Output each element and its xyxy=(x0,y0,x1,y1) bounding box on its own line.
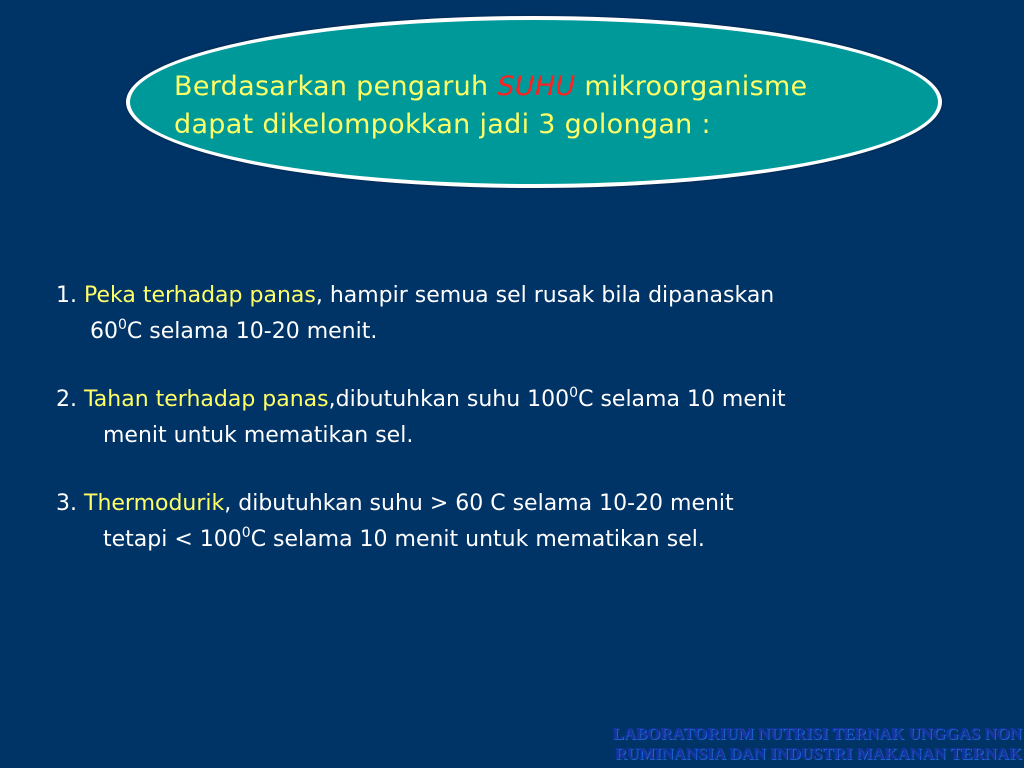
item-description-cont: C selama 10 menit xyxy=(578,387,786,412)
item-number: 3. xyxy=(56,491,77,516)
item-description: , hampir semua sel rusak bila dipanaskan xyxy=(315,283,775,308)
item-term: Peka terhadap panas xyxy=(84,283,316,308)
item-term: Thermodurik xyxy=(84,491,225,516)
item-3-temp: tetapi < 100 xyxy=(103,527,242,552)
degree-superscript: 0 xyxy=(118,317,127,333)
item-3-row-2 xyxy=(56,522,1006,558)
item-description: ,dibutuhkan suhu 100 xyxy=(328,387,570,412)
list-item-2 xyxy=(56,382,1006,454)
heading-line-1 xyxy=(174,68,934,106)
item-1-duration: C selama 10-20 menit. xyxy=(126,319,378,344)
item-1-temp: 60 xyxy=(90,319,118,344)
item-number: 1. xyxy=(56,283,77,308)
item-number: 2. xyxy=(56,387,77,412)
heading-text-after: mikroorganisme xyxy=(575,71,808,102)
item-3-duration: C selama 10 menit untuk mematikan sel. xyxy=(250,527,705,552)
item-3-row-1 xyxy=(56,486,1006,522)
list-item-1 xyxy=(56,278,1006,350)
item-1-row-2 xyxy=(56,314,1006,350)
footer-lab-name xyxy=(472,724,1022,764)
list-item-3 xyxy=(56,486,1006,558)
item-2-row-2: menit untuk mematikan sel. xyxy=(103,423,414,448)
heading-text-before: Berdasarkan pengaruh xyxy=(174,71,498,102)
slide-heading xyxy=(174,68,934,144)
degree-superscript: 0 xyxy=(569,385,579,401)
item-2-row-1 xyxy=(56,382,1006,418)
item-term: Tahan terhadap panas xyxy=(84,387,329,412)
degree-superscript: 0 xyxy=(241,525,251,541)
footer-line-1: LABORATORIUM NUTRISI TERNAK UNGGAS NON xyxy=(612,724,1022,743)
item-1-row-1 xyxy=(56,278,1006,314)
item-description: , dibutuhkan suhu > 60 C selama 10-20 menit xyxy=(224,491,734,516)
footer-line-2: RUMINANSIA DAN INDUSTRI MAKANAN TERNAK xyxy=(615,744,1022,763)
heading-highlight-suhu: SUHU xyxy=(497,71,576,102)
classification-list xyxy=(56,278,1006,590)
heading-line-2: dapat dikelompokkan jadi 3 golongan : xyxy=(174,109,711,140)
